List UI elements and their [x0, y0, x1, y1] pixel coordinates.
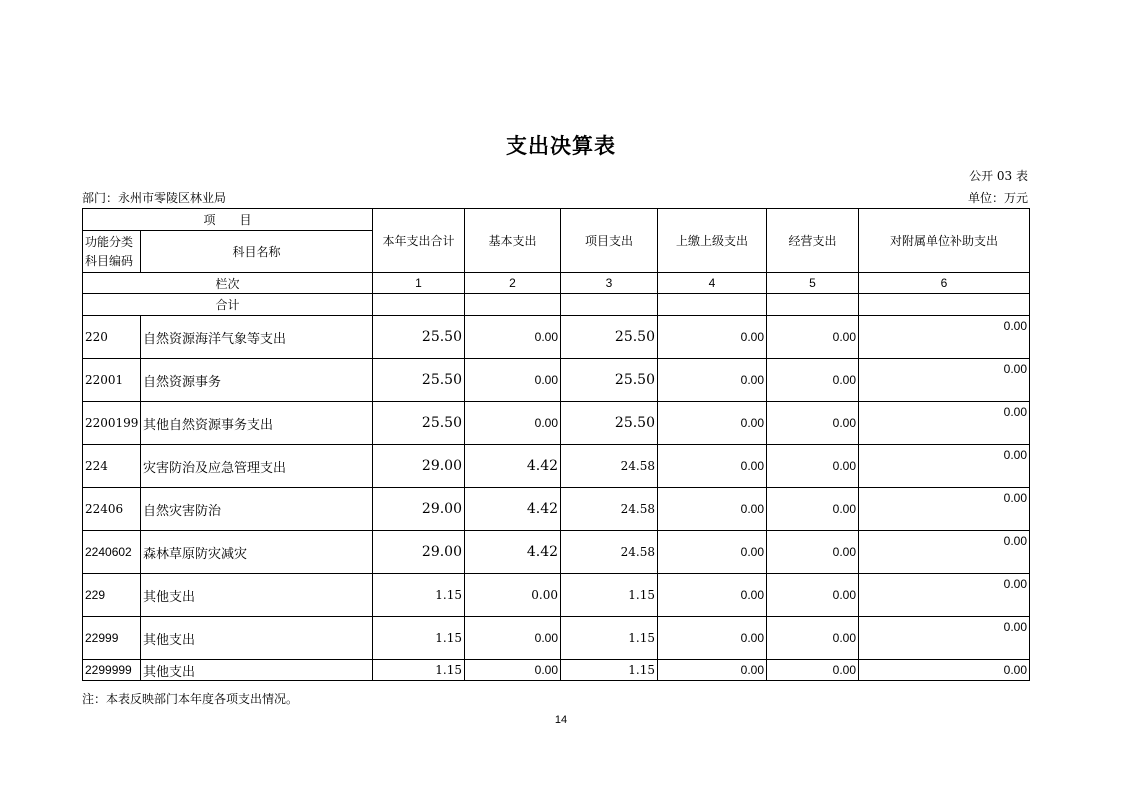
table-row	[83, 316, 1030, 359]
func-code-cell: 2240602	[83, 531, 141, 574]
subject-name-cell: 自然资源海洋气象等支出	[141, 316, 373, 359]
func-code-cell: 229	[83, 574, 141, 617]
subsidy-cell: 0.00	[859, 617, 1030, 660]
header-item: 项 目	[83, 209, 373, 231]
func-code-cell: 220	[83, 316, 141, 359]
subsidy-cell: 0.00	[859, 660, 1030, 681]
func-code-cell: 22406	[83, 488, 141, 531]
project-cell: 24.58	[561, 445, 658, 488]
table-row	[83, 660, 1030, 681]
func-code-cell: 22001	[83, 359, 141, 402]
header-upper: 上缴上级支出	[658, 209, 767, 273]
total-cell: 29.00	[373, 531, 465, 574]
operating-cell: 0.00	[767, 445, 859, 488]
unit-label: 单位：万元	[967, 191, 1028, 205]
column-index: 6	[859, 273, 1030, 294]
subsidy-cell: 0.00	[859, 359, 1030, 402]
func-code-cell: 22999	[83, 617, 141, 660]
table-row	[83, 359, 1030, 402]
basic-cell: 0.00	[465, 316, 561, 359]
table-row	[83, 488, 1030, 531]
header-operating: 经营支出	[767, 209, 859, 273]
basic-cell: 4.42	[465, 488, 561, 531]
column-index-label: 栏次	[83, 273, 373, 294]
total-cell: 25.50	[373, 402, 465, 445]
header-func-code-line1: 功能分类	[85, 234, 134, 249]
upper-cell: 0.00	[658, 488, 767, 531]
subsidy-cell: 0.00	[859, 574, 1030, 617]
column-index: 2	[465, 273, 561, 294]
operating-cell: 0.00	[767, 316, 859, 359]
total-cell: 29.00	[373, 488, 465, 531]
operating-cell: 0.00	[767, 660, 859, 681]
column-index: 5	[767, 273, 859, 294]
basic-cell: 0.00	[465, 574, 561, 617]
total-cell: 1.15	[373, 617, 465, 660]
subject-name-cell: 灾害防治及应急管理支出	[141, 445, 373, 488]
upper-cell: 0.00	[658, 660, 767, 681]
basic-cell: 0.00	[465, 617, 561, 660]
operating-cell: 0.00	[767, 488, 859, 531]
basic-cell: 4.42	[465, 531, 561, 574]
project-cell: 24.58	[561, 488, 658, 531]
upper-cell: 0.00	[658, 402, 767, 445]
total-cell	[373, 294, 465, 316]
operating-cell: 0.00	[767, 617, 859, 660]
header-func-code-line2: 科目编码	[85, 253, 134, 268]
table-row	[83, 531, 1030, 574]
header-total: 本年支出合计	[373, 209, 465, 273]
project-cell: 1.15	[561, 660, 658, 681]
column-index: 4	[658, 273, 767, 294]
header-func-code	[83, 231, 141, 273]
total-cell: 25.50	[373, 359, 465, 402]
operating-cell: 0.00	[767, 402, 859, 445]
upper-cell: 0.00	[658, 316, 767, 359]
operating-cell: 0.00	[767, 531, 859, 574]
header-basic: 基本支出	[465, 209, 561, 273]
project-cell: 25.50	[561, 316, 658, 359]
subject-name-cell: 自然资源事务	[141, 359, 373, 402]
subsidy-cell: 0.00	[859, 531, 1030, 574]
total-cell: 1.15	[373, 660, 465, 681]
page-number: 14	[554, 714, 568, 726]
upper-cell: 0.00	[658, 531, 767, 574]
total-cell: 29.00	[373, 445, 465, 488]
total-cell: 25.50	[373, 316, 465, 359]
subsidy-cell: 0.00	[859, 445, 1030, 488]
table-row	[83, 574, 1030, 617]
total-cell	[561, 294, 658, 316]
expenditure-table	[82, 208, 1030, 681]
func-code-cell: 224	[83, 445, 141, 488]
total-row-label: 合计	[83, 294, 373, 316]
project-cell: 1.15	[561, 574, 658, 617]
subsidy-cell: 0.00	[859, 402, 1030, 445]
total-cell	[767, 294, 859, 316]
subject-name-cell: 其他支出	[141, 660, 373, 681]
project-cell: 25.50	[561, 402, 658, 445]
project-cell: 24.58	[561, 531, 658, 574]
header-project: 项目支出	[561, 209, 658, 273]
func-code-cell: 2200199	[83, 402, 141, 445]
basic-cell: 0.00	[465, 359, 561, 402]
func-code-cell: 2299999	[83, 660, 141, 681]
upper-cell: 0.00	[658, 617, 767, 660]
column-index: 1	[373, 273, 465, 294]
header-subject-name: 科目名称	[141, 231, 373, 273]
department-label: 部门：永州市零陵区林业局	[82, 191, 227, 205]
subject-name-cell: 自然灾害防治	[141, 488, 373, 531]
subject-name-cell: 森林草原防灾减灾	[141, 531, 373, 574]
table-note: 注：本表反映部门本年度各项支出情况。	[82, 692, 299, 706]
subject-name-cell: 其他支出	[141, 574, 373, 617]
subsidy-cell: 0.00	[859, 316, 1030, 359]
operating-cell: 0.00	[767, 574, 859, 617]
total-cell: 1.15	[373, 574, 465, 617]
header-subsidy: 对附属单位补助支出	[859, 209, 1030, 273]
upper-cell: 0.00	[658, 445, 767, 488]
basic-cell: 0.00	[465, 660, 561, 681]
table-row	[83, 402, 1030, 445]
total-cell	[658, 294, 767, 316]
total-cell	[465, 294, 561, 316]
table-row	[83, 445, 1030, 488]
table-row	[83, 617, 1030, 660]
form-number: 公开 03 表	[969, 169, 1028, 183]
basic-cell: 4.42	[465, 445, 561, 488]
upper-cell: 0.00	[658, 574, 767, 617]
upper-cell: 0.00	[658, 359, 767, 402]
column-index: 3	[561, 273, 658, 294]
subject-name-cell: 其他支出	[141, 617, 373, 660]
project-cell: 1.15	[561, 617, 658, 660]
subsidy-cell: 0.00	[859, 488, 1030, 531]
page-title: 支出决算表	[506, 133, 616, 158]
subject-name-cell: 其他自然资源事务支出	[141, 402, 373, 445]
basic-cell: 0.00	[465, 402, 561, 445]
project-cell: 25.50	[561, 359, 658, 402]
operating-cell: 0.00	[767, 359, 859, 402]
total-cell	[859, 294, 1030, 316]
